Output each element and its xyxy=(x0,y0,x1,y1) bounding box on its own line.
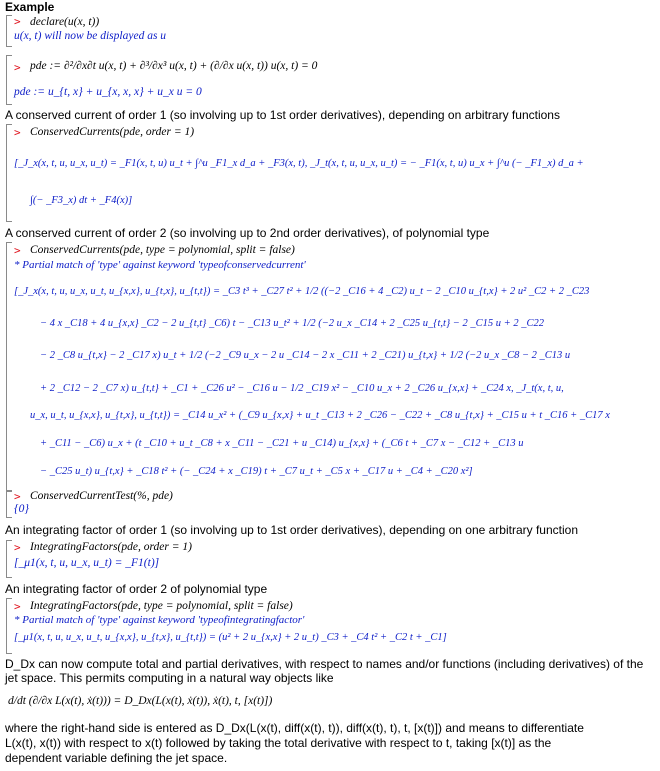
input-integrating-polynomial[interactable]: IntegratingFactors(pde, type = polynomial, split = false) xyxy=(30,600,293,612)
paragraph-rhs-line2: L(x(t), x(t)) with respect to x(t) followed by taking the total derivative with respect to t, taking [x(t)] as the xyxy=(5,736,552,750)
output-poly-line3: − 2 _C8 u_{t,x} − 2 _C17 x) u_t + 1/2 (−2 _C9 u_x − 2 u _C14 − 2 x _C11 + 2 _C21) u_{t,x} + 1/2 (−2 u_x _C8 − 2 _C13 u xyxy=(40,350,571,361)
output-poly-line2: − 4 x _C18 + 4 u_{x,x} _C2 − 2 u_{t,t} _C6) t − _C13 u_t² + 1/2 (−2 u_x _C14 + 2 _C25 u_{t,t} − 2 _C15 u + 2 _C22 xyxy=(40,318,544,329)
group-bracket xyxy=(6,598,12,654)
output-poly-line7: − _C25 u_t) u_{t,x} + _C18 t² + (− _C24 + x _C19) t + _C7 u_t + _C5 x + _C17 u + _C4 + _C20 x²] xyxy=(40,466,473,477)
group-bracket xyxy=(6,490,12,518)
prompt-marker: > xyxy=(14,541,21,554)
prompt-marker: > xyxy=(14,244,21,257)
output-integrating-polynomial: [_μ1(x, t, u, u_x, u_t, u_{x,x}, u_{t,x}, u_{t,t}) = (u² + 2 u_{x,x} + 2 u_t) _C3 + _C4 t² + _C2 t + _C1] xyxy=(14,632,447,643)
output-integrating-order1: [_μ1(x, t, u, u_x, u_t) = _F1(t)] xyxy=(14,557,160,569)
paragraph-integrating-order1: An integrating factor of order 1 (so involving up to 1st order derivatives), depending on one arbitrary function xyxy=(5,523,578,537)
output-poly-line4: + 2 _C12 − 2 _C7 x) u_{t,t} + _C1 + _C26 u² − _C16 u − 1/2 _C19 x² − _C10 u_x + 2 _C26 u_{x,x} + _C24 x, _J_t(x, t, u, xyxy=(40,383,564,394)
prompt-marker: > xyxy=(14,15,21,28)
paragraph-integrating-order2: An integrating factor of order 2 of polynomial type xyxy=(5,582,268,596)
input-declare[interactable]: declare(u(x, t)) xyxy=(30,16,100,28)
warning-partial-match: * Partial match of 'type' against keyword 'typeofconservedcurrent' xyxy=(14,259,306,271)
example-heading: Example xyxy=(5,0,55,14)
output-poly-line5: u_x, u_t, u_{x,x}, u_{t,x}, u_{t,t}) = _C14 u_x² + (_C9 u_{x,x} + u_t _C13 + 2 _C26 − _C22 + _C8 u_{t,x} + _C15 u + t _C16 + _C17 x xyxy=(30,410,610,421)
output-conserved-line2: ∫(− _F3_x) dt + _F4(x)] xyxy=(30,195,133,206)
group-bracket xyxy=(6,540,12,578)
input-integrating-order1[interactable]: IntegratingFactors(pde, order = 1) xyxy=(30,541,192,553)
output-conserved-line1: [_J_x(x, t, u, u_x, u_t) = _F1(x, t, u) u_t + ∫^u _F1_x d_a + _F3(x, t), _J_t(x, t, u, u_x, u_t) = − _F1(x, t, u) u_x + ∫^u (− _F1_x) d_a + xyxy=(14,158,584,169)
output-declare: u(x, t) will now be displayed as u xyxy=(14,30,167,42)
output-poly-line6: + _C11 − _C6) u_x + (t _C10 + u_t _C8 + x _C11 − _C21 + u _C14) u_{x,x} + (_C6 t + _C7 x − _C12 + _C13 u xyxy=(40,438,524,449)
display-equation: d/dt (∂/∂x L(x(t), ẋ(t))) = D_Dx(L(x(t), ẋ(t)), ẋ(t), t, [x(t)]) xyxy=(8,695,273,707)
paragraph-dx-description: D_Dx can now compute total and partial derivatives, with respect to names and/or functions (including derivatives) of the jet space. This permits computing in a natural way objects like xyxy=(5,657,644,685)
input-conserved-polynomial[interactable]: ConservedCurrents(pde, type = polynomial, split = false) xyxy=(30,244,295,256)
paragraph-rhs-line3: dependent variable defining the jet space. xyxy=(5,751,228,765)
output-pde: pde := u_{t, x} + u_{x, x, x} + u_x u = 0 xyxy=(14,86,202,98)
paragraph-rhs-line1: where the right-hand side is entered as D_Dx(L(x(t), diff(x(t), t)), diff(x(t), t), t, [x(t)]) and means to differentiate xyxy=(5,721,584,735)
warning-partial-match: * Partial match of 'type' against keyword 'typeofintegratingfactor' xyxy=(14,614,305,626)
output-conserved-test: {0} xyxy=(14,503,29,515)
input-conserved-order1[interactable]: ConservedCurrents(pde, order = 1) xyxy=(30,126,195,138)
group-bracket xyxy=(6,124,12,222)
input-conserved-test[interactable]: ConservedCurrentTest(%, pde) xyxy=(30,490,173,502)
group-bracket xyxy=(6,15,12,47)
group-bracket xyxy=(6,242,12,492)
prompt-marker: > xyxy=(14,126,21,139)
input-pde[interactable]: pde := ∂²/∂x∂t u(x, t) + ∂³/∂x³ u(x, t) + (∂/∂x u(x, t)) u(x, t) = 0 xyxy=(30,60,318,72)
paragraph-conserved-order1: A conserved current of order 1 (so involving up to 1st order derivatives), depending on arbitrary functions xyxy=(5,108,560,122)
output-poly-line1: [_J_x(x, t, u, u_x, u_t, u_{x,x}, u_{t,x}, u_{t,t}) = _C3 t³ + _C27 t² + 1/2 ((−2 _C16 + 4 _C2) u_t − 2 _C10 u_{t,x} + 2 u² _C2 + 2 _C23 xyxy=(14,286,590,297)
paragraph-conserved-order2: A conserved current of order 2 (so involving up to 2nd order derivatives), of polynomial type xyxy=(5,226,490,240)
prompt-marker: > xyxy=(14,600,21,613)
group-bracket xyxy=(6,55,12,105)
prompt-marker: > xyxy=(14,490,21,503)
prompt-marker: > xyxy=(14,61,21,74)
